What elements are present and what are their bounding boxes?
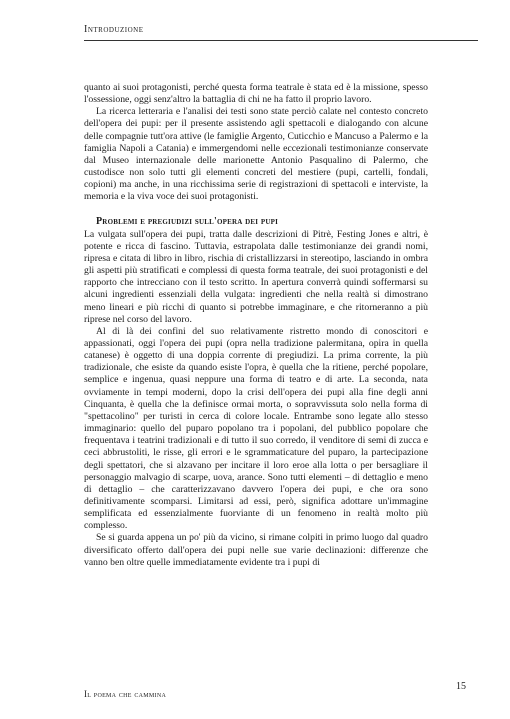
footer-book-title: Il poema che cammina <box>84 689 167 699</box>
running-head: Introduzione <box>84 24 144 35</box>
page-number: 15 <box>456 681 466 692</box>
header-rule <box>84 40 478 41</box>
paragraph: quanto ai suoi protagonisti, perché questa forma teatrale è stata ed è la missione, spesso l'ossessione, oggi senz'altro la battaglia di chi ne ha fatto il proprio lavoro. <box>84 82 428 106</box>
paragraph: Se si guarda appena un po' più da vicino, si rimane colpiti in primo luogo dal quadro diversificato offerto dall'opera dei pupi nelle sue varie declinazioni: differenze che vanno ben oltre quelle immediatamente evidente tra i pupi di <box>84 532 428 568</box>
body-text <box>84 82 428 569</box>
section-heading: Problemi e pregiudizi sull'opera dei pupi <box>96 215 279 227</box>
paragraph: Al di là dei confini del suo relativamente ristretto mondo di conoscitori e appassionati, oggi l'opera dei pupi (opra nella tradizione palermitana, opira in quella catanese) è oggetto di una doppia corrente di pregiudizi. La prima corrente, la più tradizionale, che esiste da quando esiste l'opra, è quella che la ritiene, perché popolare, semplice e ingenua, quasi neppure una forma di teatro e di arte. La seconda, nata ovviamente in tempi moderni, dopo la crisi dell'opera dei pupi alla fine degli anni Cinquanta, è quella che la definisce ormai morta, o sopravvissuta solo nella forma di "spettacolino" per turisti in cerca di colore locale. Entrambe sono legate allo stesso immaginario: quello del puparo popolano tra i popolani, del pubblico popolare che frequentava i teatrini tradizionali e di tutto il suo corredo, il venditore di semi di zucca e ceci abbrustoliti, le risse, gli errori e le sgrammaticature del puparo, la partecipazione degli spettatori, che si alzavano per incitare il loro eroe alla lotta o per bersagliare il personaggio malvagio di scarpe, uova, arance. Sono tutti elementi – di dettaglio e meno di dettaglio – che caratterizzavano davvero l'opera dei pupi, e che ora sono definitivamente scomparsi. Limitarsi ad essi, però, significa adottare un'immagine semplificata ed essenzialmente fuorviante di un fenomeno in realtà molto più complesso. <box>84 325 428 532</box>
paragraph: La vulgata sull'opera dei pupi, tratta dalle descrizioni di Pitrè, Festing Jones e altri, è potente e ricca di fascino. Tuttavia, estrapolata dalle testimonianze dei grandi nomi, ripresa e citata di libro in libro, rischia di cristallizzarsi in stereotipo, lasciando in ombra gli aspetti più stratificati e complessi di questa forma teatrale, dei suoi protagonisti e del rapporto che intrecciano con il testo scritto. In apertura converrà quindi soffermarsi su alcuni ingredienti essenziali della vulgata: ingredienti che nella realtà si dimostrano meno lineari e più ricchi di quanto si potrebbe immaginare, e che ritorneranno a più riprese nel corso del lavoro. <box>84 228 428 325</box>
paragraph: La ricerca letteraria e l'analisi dei testi sono state perciò calate nel contesto concreto dell'opera dei pupi: per il presente assistendo agli spettacoli e dialogando con alcune delle compagnie tutt'ora attive (le famiglie Argento, Cuticchio e Mancuso a Palermo e la famiglia Napoli a Catania) e immergendomi nelle eccezionali testimonianze conservate dal Museo internazionale delle marionette Antonio Pasqualino di Palermo, che custodisce non solo tutti gli elementi concreti del mestiere (pupi, cartelli, fondali, copioni) ma anche, in una ricchissima serie di registrazioni di spettacoli e interviste, la memoria e la viva voce dei suoi protagonisti. <box>84 106 428 203</box>
